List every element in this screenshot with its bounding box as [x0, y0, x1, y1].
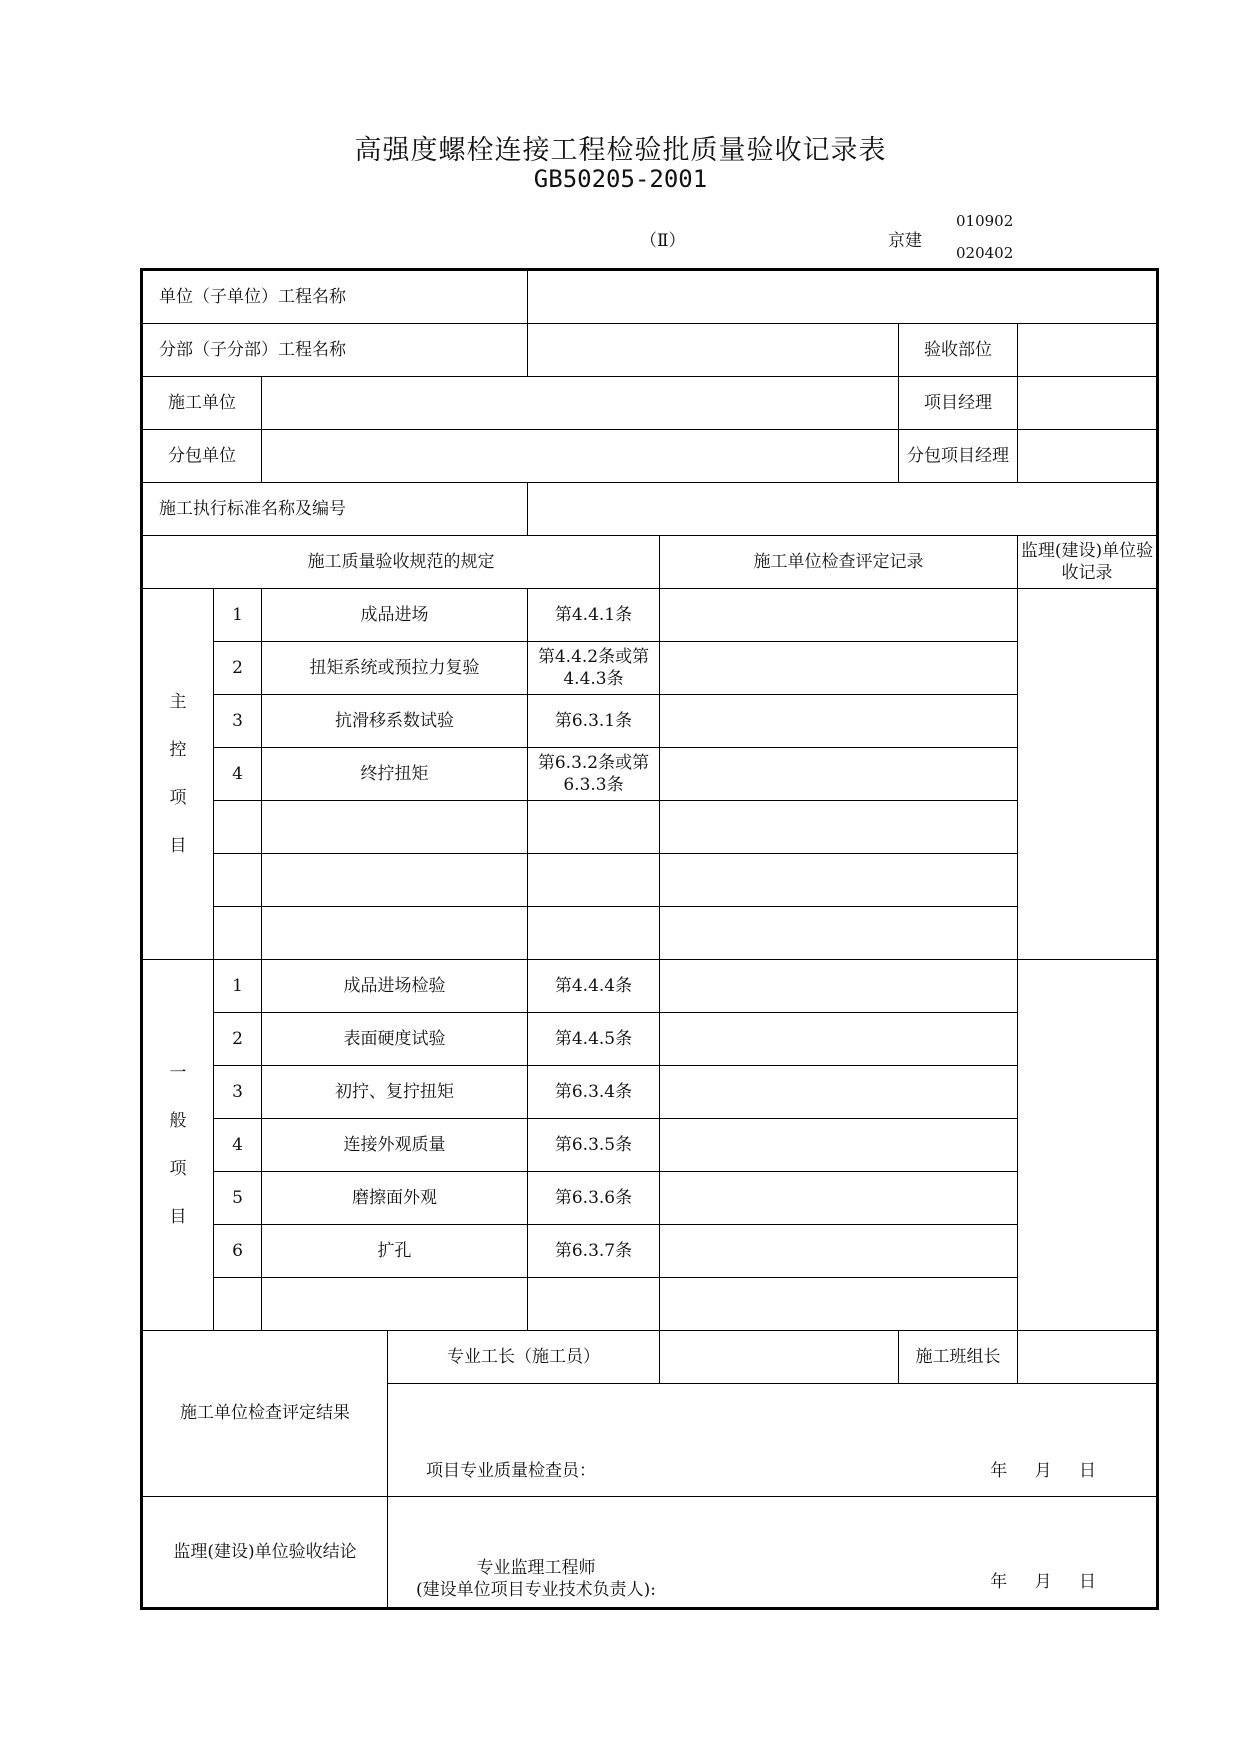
item-clause[interactable]	[528, 907, 660, 960]
supervision-engineer-label: 专业监理工程师	[476, 1558, 596, 1578]
check-record-cell[interactable]	[660, 801, 1018, 854]
item-number: 4	[214, 748, 262, 801]
subcontract-unit-field[interactable]	[262, 430, 899, 483]
check-result-label: 施工单位检查评定结果	[142, 1331, 388, 1497]
form-code-2: 020402	[956, 244, 1014, 262]
date-label: 年 月 日	[990, 1461, 1097, 1481]
group-char: 一	[169, 1062, 187, 1083]
item-number: 1	[214, 589, 262, 642]
subcontract-manager-field[interactable]	[1018, 430, 1158, 483]
check-result-field[interactable]	[388, 1384, 1158, 1497]
item-name: 初拧、复拧扭矩	[262, 1066, 528, 1119]
signer-block	[416, 1557, 656, 1601]
item-clause[interactable]	[528, 1278, 660, 1331]
item-name: 抗滑移系数试验	[262, 695, 528, 748]
item-clause: 第6.3.4条	[528, 1066, 660, 1119]
group-char: 控	[169, 739, 187, 760]
team-leader-field[interactable]	[1018, 1331, 1158, 1384]
check-record-cell[interactable]	[660, 642, 1018, 695]
standard-code: GB50205-2001	[533, 165, 708, 193]
general-supervision-record[interactable]	[1018, 960, 1158, 1331]
item-name: 表面硬度试验	[262, 1013, 528, 1066]
spec-header: 施工质量验收规范的规定	[142, 536, 660, 589]
page-title: 高强度螺栓连接工程检验批质量验收记录表	[354, 135, 887, 166]
item-number: 1	[214, 960, 262, 1013]
item-name[interactable]	[262, 1278, 528, 1331]
item-clause: 第6.3.5条	[528, 1119, 660, 1172]
project-manager-field[interactable]	[1018, 377, 1158, 430]
item-clause: 第4.4.5条	[528, 1013, 660, 1066]
item-clause[interactable]	[528, 801, 660, 854]
item-number: 6	[214, 1225, 262, 1278]
foreman-label: 专业工长（施工员）	[388, 1331, 660, 1384]
item-number	[214, 1278, 262, 1331]
item-name: 磨擦面外观	[262, 1172, 528, 1225]
acceptance-part-label: 验收部位	[899, 324, 1018, 377]
check-record-cell[interactable]	[660, 1172, 1018, 1225]
date-label: 年 月 日	[990, 1572, 1097, 1592]
supervision-conclusion-field[interactable]	[388, 1497, 1158, 1609]
acceptance-part-field[interactable]	[1018, 324, 1158, 377]
item-name: 扭矩系统或预拉力复验	[262, 642, 528, 695]
check-record-cell[interactable]	[660, 1119, 1018, 1172]
group-char: 项	[169, 788, 187, 808]
part-label: （Ⅱ）	[640, 231, 686, 251]
team-leader-label: 施工班组长	[899, 1331, 1018, 1384]
subcontract-unit-label: 分包单位	[142, 430, 262, 483]
item-clause: 第6.3.6条	[528, 1172, 660, 1225]
check-record-cell[interactable]	[660, 907, 1018, 960]
item-number: 3	[214, 695, 262, 748]
foreman-field[interactable]	[660, 1331, 899, 1384]
check-record-cell[interactable]	[660, 1225, 1018, 1278]
check-record-cell[interactable]	[660, 695, 1018, 748]
item-number: 2	[214, 642, 262, 695]
standard-name-label: 施工执行标准名称及编号	[142, 483, 528, 536]
construction-unit-field[interactable]	[262, 377, 899, 430]
main-control-group-label	[142, 589, 214, 960]
item-number: 4	[214, 1119, 262, 1172]
item-clause: 第4.4.4条	[528, 960, 660, 1013]
quality-inspector-label: 项目专业质量检查员：	[426, 1461, 596, 1481]
supervision-conclusion-label: 监理(建设)单位验收结论	[142, 1497, 388, 1609]
item-number	[214, 854, 262, 907]
item-number	[214, 907, 262, 960]
check-record-cell[interactable]	[660, 1278, 1018, 1331]
standard-name-field[interactable]	[528, 483, 1158, 536]
check-record-cell[interactable]	[660, 1066, 1018, 1119]
item-name: 终拧扭矩	[262, 748, 528, 801]
item-clause: 第6.3.2条或第6.3.3条	[528, 748, 660, 801]
item-number	[214, 801, 262, 854]
item-number: 5	[214, 1172, 262, 1225]
item-name[interactable]	[262, 854, 528, 907]
form-code-1: 010902	[956, 212, 1014, 230]
general-group-label	[142, 960, 214, 1331]
jingjian-label: 京建	[888, 231, 922, 251]
check-record-header: 施工单位检查评定记录	[660, 536, 1018, 589]
main-supervision-record[interactable]	[1018, 589, 1158, 960]
check-record-cell[interactable]	[660, 854, 1018, 907]
check-record-cell[interactable]	[660, 960, 1018, 1013]
unit-name-label: 单位（子单位）工程名称	[142, 270, 528, 324]
group-char: 目	[169, 1207, 187, 1228]
item-clause[interactable]	[528, 854, 660, 907]
item-name: 成品进场	[262, 589, 528, 642]
check-record-cell[interactable]	[660, 1013, 1018, 1066]
inspection-table	[140, 268, 1159, 1610]
division-name-field[interactable]	[528, 324, 899, 377]
item-name[interactable]	[262, 801, 528, 854]
construction-unit-label: 施工单位	[142, 377, 262, 430]
project-manager-label: 项目经理	[899, 377, 1018, 430]
item-clause: 第4.4.2条或第4.4.3条	[528, 642, 660, 695]
check-record-cell[interactable]	[660, 589, 1018, 642]
group-char: 项	[169, 1159, 187, 1179]
check-record-cell[interactable]	[660, 748, 1018, 801]
item-name: 连接外观质量	[262, 1119, 528, 1172]
item-clause: 第6.3.1条	[528, 695, 660, 748]
item-number: 3	[214, 1066, 262, 1119]
item-name: 成品进场检验	[262, 960, 528, 1013]
group-char: 目	[169, 836, 187, 857]
owner-tech-label: (建设单位项目专业技术负责人):	[416, 1580, 656, 1601]
division-name-label: 分部（子分部）工程名称	[142, 324, 528, 377]
group-char: 主	[169, 691, 187, 712]
group-char: 般	[169, 1110, 187, 1131]
subcontract-manager-label: 分包项目经理	[899, 430, 1018, 483]
unit-name-field[interactable]	[528, 270, 1158, 324]
item-clause: 第6.3.7条	[528, 1225, 660, 1278]
supervision-record-header: 监理(建设)单位验收记录	[1018, 536, 1158, 589]
item-number: 2	[214, 1013, 262, 1066]
item-name[interactable]	[262, 907, 528, 960]
item-name: 扩孔	[262, 1225, 528, 1278]
item-clause: 第4.4.1条	[528, 589, 660, 642]
